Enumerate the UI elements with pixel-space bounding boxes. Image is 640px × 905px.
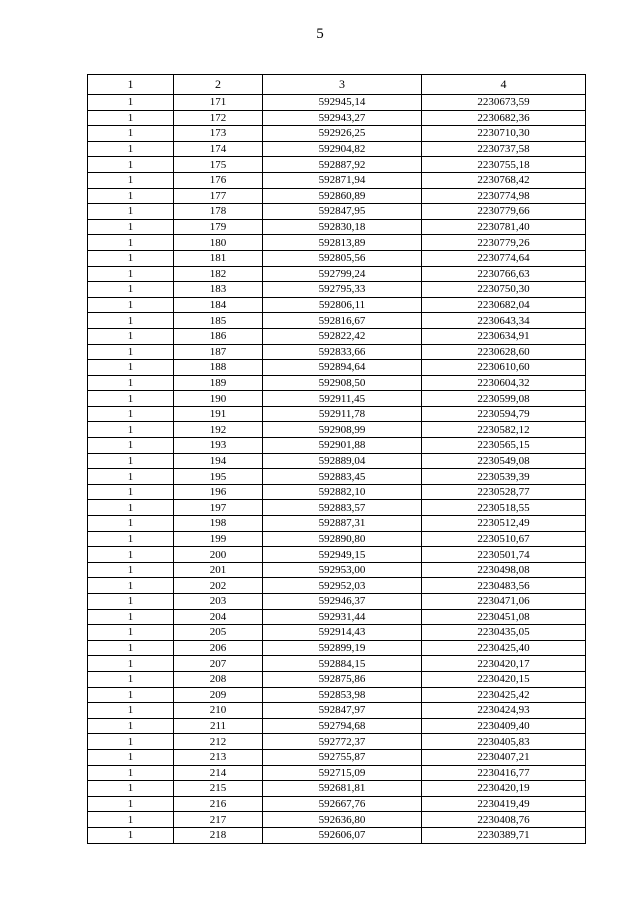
table-cell-col-2: 184 [174, 297, 263, 313]
table-cell-col-3: 592830,18 [263, 219, 422, 235]
table-cell-col-3: 592894,64 [263, 360, 422, 376]
table-cell-col-4: 2230471,06 [422, 594, 586, 610]
table-cell-col-1: 1 [88, 469, 174, 485]
column-header-2: 2 [174, 75, 263, 95]
table-row [88, 484, 586, 500]
table-cell-col-1: 1 [88, 110, 174, 126]
table-cell-col-3: 592908,50 [263, 375, 422, 391]
table-cell-col-4: 2230750,30 [422, 282, 586, 298]
table-cell-col-3: 592860,89 [263, 188, 422, 204]
table-cell-col-3: 592875,86 [263, 671, 422, 687]
table-cell-col-2: 177 [174, 188, 263, 204]
table-cell-col-2: 173 [174, 126, 263, 142]
table-cell-col-2: 207 [174, 656, 263, 672]
table-cell-col-2: 181 [174, 250, 263, 266]
table-row [88, 172, 586, 188]
table-row [88, 250, 586, 266]
table-row [88, 594, 586, 610]
table-cell-col-4: 2230528,77 [422, 484, 586, 500]
table-row [88, 469, 586, 485]
table-cell-col-2: 201 [174, 562, 263, 578]
table-row [88, 640, 586, 656]
table-cell-col-4: 2230518,55 [422, 500, 586, 516]
table-cell-col-3: 592887,31 [263, 516, 422, 532]
table-cell-col-4: 2230409,40 [422, 718, 586, 734]
table-row [88, 718, 586, 734]
table-cell-col-3: 592772,37 [263, 734, 422, 750]
table-cell-col-2: 208 [174, 671, 263, 687]
table-cell-col-2: 214 [174, 765, 263, 781]
table-cell-col-3: 592606,07 [263, 827, 422, 843]
table-cell-col-2: 180 [174, 235, 263, 251]
table-row [88, 812, 586, 828]
table-row [88, 500, 586, 516]
table-cell-col-3: 592799,24 [263, 266, 422, 282]
table-cell-col-1: 1 [88, 562, 174, 578]
table-cell-col-4: 2230628,60 [422, 344, 586, 360]
table-row [88, 313, 586, 329]
table-cell-col-1: 1 [88, 703, 174, 719]
table-row [88, 453, 586, 469]
table-row [88, 266, 586, 282]
table-cell-col-1: 1 [88, 95, 174, 111]
table-row [88, 406, 586, 422]
table-cell-col-1: 1 [88, 438, 174, 454]
table-cell-col-4: 2230766,63 [422, 266, 586, 282]
table-row [88, 516, 586, 532]
table-cell-col-2: 179 [174, 219, 263, 235]
table-cell-col-1: 1 [88, 375, 174, 391]
table-cell-col-2: 203 [174, 594, 263, 610]
table-row [88, 671, 586, 687]
table-cell-col-2: 215 [174, 781, 263, 797]
table-cell-col-2: 196 [174, 484, 263, 500]
table-cell-col-2: 211 [174, 718, 263, 734]
table-cell-col-4: 2230610,60 [422, 360, 586, 376]
table-cell-col-4: 2230405,83 [422, 734, 586, 750]
table-cell-col-3: 592853,98 [263, 687, 422, 703]
table-row [88, 781, 586, 797]
table-cell-col-1: 1 [88, 547, 174, 563]
table-row [88, 297, 586, 313]
table-row [88, 141, 586, 157]
table-row [88, 282, 586, 298]
table-row [88, 375, 586, 391]
table-cell-col-3: 592889,04 [263, 453, 422, 469]
table-cell-col-1: 1 [88, 578, 174, 594]
table-cell-col-1: 1 [88, 640, 174, 656]
table-row [88, 625, 586, 641]
table-cell-col-3: 592833,66 [263, 344, 422, 360]
table-cell-col-2: 175 [174, 157, 263, 173]
table-cell-col-4: 2230389,71 [422, 827, 586, 843]
table-cell-col-1: 1 [88, 500, 174, 516]
table-cell-col-3: 592816,67 [263, 313, 422, 329]
table-cell-col-3: 592715,09 [263, 765, 422, 781]
table-cell-col-4: 2230407,21 [422, 749, 586, 765]
table-cell-col-4: 2230510,67 [422, 531, 586, 547]
table-cell-col-4: 2230435,05 [422, 625, 586, 641]
table-cell-col-3: 592884,15 [263, 656, 422, 672]
table-row [88, 188, 586, 204]
table-cell-col-2: 210 [174, 703, 263, 719]
table-cell-col-1: 1 [88, 734, 174, 750]
table-row [88, 235, 586, 251]
table-cell-col-2: 218 [174, 827, 263, 843]
table-cell-col-1: 1 [88, 594, 174, 610]
table-cell-col-3: 592822,42 [263, 328, 422, 344]
table-cell-col-1: 1 [88, 422, 174, 438]
table-cell-col-3: 592681,81 [263, 781, 422, 797]
table-cell-col-4: 2230599,08 [422, 391, 586, 407]
table-cell-col-1: 1 [88, 141, 174, 157]
table-cell-col-1: 1 [88, 812, 174, 828]
table-cell-col-4: 2230768,42 [422, 172, 586, 188]
table-cell-col-4: 2230549,08 [422, 453, 586, 469]
table-cell-col-1: 1 [88, 391, 174, 407]
table-cell-col-4: 2230604,32 [422, 375, 586, 391]
table-row [88, 391, 586, 407]
table-cell-col-2: 216 [174, 796, 263, 812]
table-cell-col-3: 592887,92 [263, 157, 422, 173]
table-cell-col-2: 193 [174, 438, 263, 454]
table-cell-col-4: 2230420,19 [422, 781, 586, 797]
table-cell-col-2: 200 [174, 547, 263, 563]
table-cell-col-3: 592911,45 [263, 391, 422, 407]
table-cell-col-4: 2230483,56 [422, 578, 586, 594]
table-cell-col-3: 592755,87 [263, 749, 422, 765]
table-cell-col-3: 592943,27 [263, 110, 422, 126]
table-cell-col-2: 185 [174, 313, 263, 329]
table-cell-col-3: 592847,95 [263, 204, 422, 220]
table-cell-col-1: 1 [88, 157, 174, 173]
table-cell-col-1: 1 [88, 656, 174, 672]
table-cell-col-2: 182 [174, 266, 263, 282]
table-row [88, 749, 586, 765]
table-row [88, 110, 586, 126]
table-cell-col-3: 592901,88 [263, 438, 422, 454]
table-cell-col-2: 189 [174, 375, 263, 391]
table-cell-col-2: 178 [174, 204, 263, 220]
table-cell-col-3: 592667,76 [263, 796, 422, 812]
table-cell-col-1: 1 [88, 406, 174, 422]
table-cell-col-1: 1 [88, 453, 174, 469]
table-cell-col-1: 1 [88, 765, 174, 781]
table-cell-col-2: 171 [174, 95, 263, 111]
table-cell-col-4: 2230737,58 [422, 141, 586, 157]
table-cell-col-2: 174 [174, 141, 263, 157]
table-cell-col-1: 1 [88, 250, 174, 266]
table-cell-col-1: 1 [88, 328, 174, 344]
table-cell-col-4: 2230594,79 [422, 406, 586, 422]
table-cell-col-4: 2230425,42 [422, 687, 586, 703]
table-cell-col-2: 205 [174, 625, 263, 641]
table-cell-col-3: 592636,80 [263, 812, 422, 828]
table-cell-col-4: 2230416,77 [422, 765, 586, 781]
table-row [88, 547, 586, 563]
column-header-4: 4 [422, 75, 586, 95]
table-cell-col-4: 2230408,76 [422, 812, 586, 828]
table-cell-col-2: 172 [174, 110, 263, 126]
table-row [88, 531, 586, 547]
table-row [88, 703, 586, 719]
table-cell-col-2: 202 [174, 578, 263, 594]
table-cell-col-1: 1 [88, 484, 174, 500]
table-row [88, 422, 586, 438]
table-row [88, 438, 586, 454]
table-cell-col-2: 176 [174, 172, 263, 188]
table-row [88, 796, 586, 812]
table-cell-col-2: 188 [174, 360, 263, 376]
table-cell-col-4: 2230779,66 [422, 204, 586, 220]
table-row [88, 687, 586, 703]
table-cell-col-4: 2230779,26 [422, 235, 586, 251]
table-cell-col-1: 1 [88, 687, 174, 703]
table-cell-col-3: 592904,82 [263, 141, 422, 157]
table-cell-col-4: 2230419,49 [422, 796, 586, 812]
table-cell-col-2: 212 [174, 734, 263, 750]
table-cell-col-4: 2230774,64 [422, 250, 586, 266]
table-body [88, 95, 586, 844]
table-cell-col-1: 1 [88, 516, 174, 532]
table-cell-col-3: 592911,78 [263, 406, 422, 422]
table-cell-col-1: 1 [88, 609, 174, 625]
table-cell-col-4: 2230498,08 [422, 562, 586, 578]
table-cell-col-2: 190 [174, 391, 263, 407]
table-cell-col-1: 1 [88, 360, 174, 376]
table-cell-col-3: 592931,44 [263, 609, 422, 625]
table-cell-col-4: 2230420,15 [422, 671, 586, 687]
table-cell-col-1: 1 [88, 188, 174, 204]
table-cell-col-3: 592883,45 [263, 469, 422, 485]
table-header-row [88, 75, 586, 95]
table-cell-col-1: 1 [88, 671, 174, 687]
table-cell-col-4: 2230634,91 [422, 328, 586, 344]
coordinates-table [87, 74, 586, 844]
table-row [88, 656, 586, 672]
table-cell-col-3: 592871,94 [263, 172, 422, 188]
table-row [88, 360, 586, 376]
table-row [88, 562, 586, 578]
table-cell-col-4: 2230710,30 [422, 126, 586, 142]
table-cell-col-4: 2230451,08 [422, 609, 586, 625]
table-cell-col-3: 592847,97 [263, 703, 422, 719]
table-cell-col-2: 195 [174, 469, 263, 485]
table-cell-col-4: 2230512,49 [422, 516, 586, 532]
table-cell-col-2: 187 [174, 344, 263, 360]
table-cell-col-2: 197 [174, 500, 263, 516]
table-cell-col-1: 1 [88, 235, 174, 251]
table-cell-col-3: 592945,14 [263, 95, 422, 111]
table-cell-col-2: 206 [174, 640, 263, 656]
table-cell-col-3: 592908,99 [263, 422, 422, 438]
table-cell-col-1: 1 [88, 827, 174, 843]
table-cell-col-2: 183 [174, 282, 263, 298]
table-cell-col-1: 1 [88, 344, 174, 360]
table-cell-col-1: 1 [88, 625, 174, 641]
table-cell-col-1: 1 [88, 172, 174, 188]
table-cell-col-4: 2230501,74 [422, 547, 586, 563]
table-cell-col-4: 2230424,93 [422, 703, 586, 719]
table-cell-col-4: 2230781,40 [422, 219, 586, 235]
table-row [88, 827, 586, 843]
table-cell-col-2: 209 [174, 687, 263, 703]
table-cell-col-1: 1 [88, 219, 174, 235]
table-cell-col-1: 1 [88, 796, 174, 812]
table-row [88, 765, 586, 781]
table-cell-col-1: 1 [88, 531, 174, 547]
table-cell-col-3: 592795,33 [263, 282, 422, 298]
table-row [88, 578, 586, 594]
table-cell-col-1: 1 [88, 126, 174, 142]
table-cell-col-2: 198 [174, 516, 263, 532]
table-cell-col-1: 1 [88, 266, 174, 282]
table-cell-col-4: 2230682,36 [422, 110, 586, 126]
table-row [88, 204, 586, 220]
table-cell-col-4: 2230420,17 [422, 656, 586, 672]
table-cell-col-4: 2230643,34 [422, 313, 586, 329]
table-cell-col-4: 2230582,12 [422, 422, 586, 438]
table-cell-col-1: 1 [88, 313, 174, 329]
table-cell-col-4: 2230755,18 [422, 157, 586, 173]
table-cell-col-4: 2230565,15 [422, 438, 586, 454]
table-row [88, 328, 586, 344]
table-cell-col-2: 186 [174, 328, 263, 344]
table-cell-col-3: 592952,03 [263, 578, 422, 594]
table-cell-col-3: 592946,37 [263, 594, 422, 610]
table-cell-col-2: 192 [174, 422, 263, 438]
table-cell-col-3: 592794,68 [263, 718, 422, 734]
table-cell-col-1: 1 [88, 204, 174, 220]
table-cell-col-3: 592813,89 [263, 235, 422, 251]
table-row [88, 95, 586, 111]
table-cell-col-4: 2230774,98 [422, 188, 586, 204]
table-cell-col-3: 592953,00 [263, 562, 422, 578]
table-cell-col-4: 2230673,59 [422, 95, 586, 111]
table-cell-col-4: 2230425,40 [422, 640, 586, 656]
table-cell-col-3: 592890,80 [263, 531, 422, 547]
table-row [88, 734, 586, 750]
table-cell-col-1: 1 [88, 781, 174, 797]
table-cell-col-3: 592926,25 [263, 126, 422, 142]
table-cell-col-2: 213 [174, 749, 263, 765]
table-cell-col-3: 592805,56 [263, 250, 422, 266]
table-row [88, 344, 586, 360]
table-cell-col-2: 204 [174, 609, 263, 625]
table-cell-col-3: 592949,15 [263, 547, 422, 563]
table-cell-col-3: 592806,11 [263, 297, 422, 313]
table-cell-col-2: 217 [174, 812, 263, 828]
table-cell-col-3: 592882,10 [263, 484, 422, 500]
table-cell-col-1: 1 [88, 282, 174, 298]
table-row [88, 219, 586, 235]
table-cell-col-3: 592899,19 [263, 640, 422, 656]
column-header-1: 1 [88, 75, 174, 95]
table-cell-col-3: 592883,57 [263, 500, 422, 516]
table-cell-col-3: 592914,43 [263, 625, 422, 641]
table-row [88, 609, 586, 625]
table-cell-col-2: 194 [174, 453, 263, 469]
table-row [88, 126, 586, 142]
table-cell-col-4: 2230682,04 [422, 297, 586, 313]
table-cell-col-2: 191 [174, 406, 263, 422]
table-cell-col-4: 2230539,39 [422, 469, 586, 485]
page-number: 5 [316, 26, 324, 42]
table-cell-col-1: 1 [88, 749, 174, 765]
table-row [88, 157, 586, 173]
column-header-3: 3 [263, 75, 422, 95]
table-cell-col-2: 199 [174, 531, 263, 547]
table-cell-col-1: 1 [88, 718, 174, 734]
table-cell-col-1: 1 [88, 297, 174, 313]
